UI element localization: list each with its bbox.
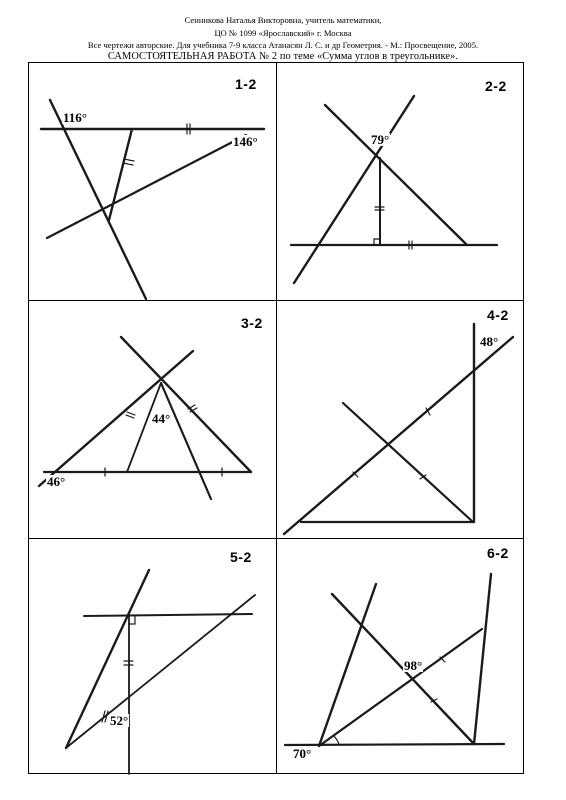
- task-6-drawing: [277, 539, 525, 775]
- task-1-label: 1-2: [235, 76, 257, 92]
- task-2-angle-a: 79°: [371, 132, 390, 147]
- task-3-label: 3-2: [241, 315, 263, 331]
- task-cell-3: [29, 301, 276, 538]
- task-6-angle-a: 98°: [404, 658, 423, 673]
- task-grid: [28, 62, 524, 774]
- task-2-label: 2-2: [485, 78, 507, 94]
- task-6-label: 6-2: [487, 545, 509, 561]
- task-1-angle-b: 146°: [233, 134, 258, 149]
- school-line: ЦО № 1099 «Ярославский» г. Москва: [214, 28, 352, 38]
- task-2-drawing: [277, 63, 525, 300]
- task-cell-2: [277, 63, 525, 300]
- task-cell-6: [277, 539, 525, 775]
- task-4-angle-a: 48°: [480, 334, 499, 349]
- task-5-label: 5-2: [230, 549, 252, 565]
- page-title: САМОСТОЯТЕЛЬНАЯ РАБОТА № 2 по теме «Сумма углов в треугольнике».: [107, 51, 459, 62]
- task-3-angle-a: 44°: [152, 411, 171, 426]
- task-6-angle-b: 70°: [293, 746, 312, 761]
- task-cell-4: [277, 301, 525, 538]
- author-line: Сенникова Наталья Викторовна, учитель математики,: [184, 15, 382, 25]
- task-5-angle-a: 52°: [110, 713, 129, 728]
- task-cell-1: [29, 63, 276, 300]
- task-3-angle-b: 46°: [47, 474, 66, 489]
- task-1-drawing: [29, 63, 276, 300]
- task-1-angle-a: 116°: [63, 110, 87, 125]
- task-cell-5: [29, 539, 276, 775]
- task-5-drawing: [29, 539, 276, 775]
- source-line: Все чертежи авторские. Для учебника 7-9 класса Атанасян Л. С. и др Геометрия. - М.: Просвещение, 2005.: [87, 40, 479, 50]
- task-4-label: 4-2: [487, 307, 509, 323]
